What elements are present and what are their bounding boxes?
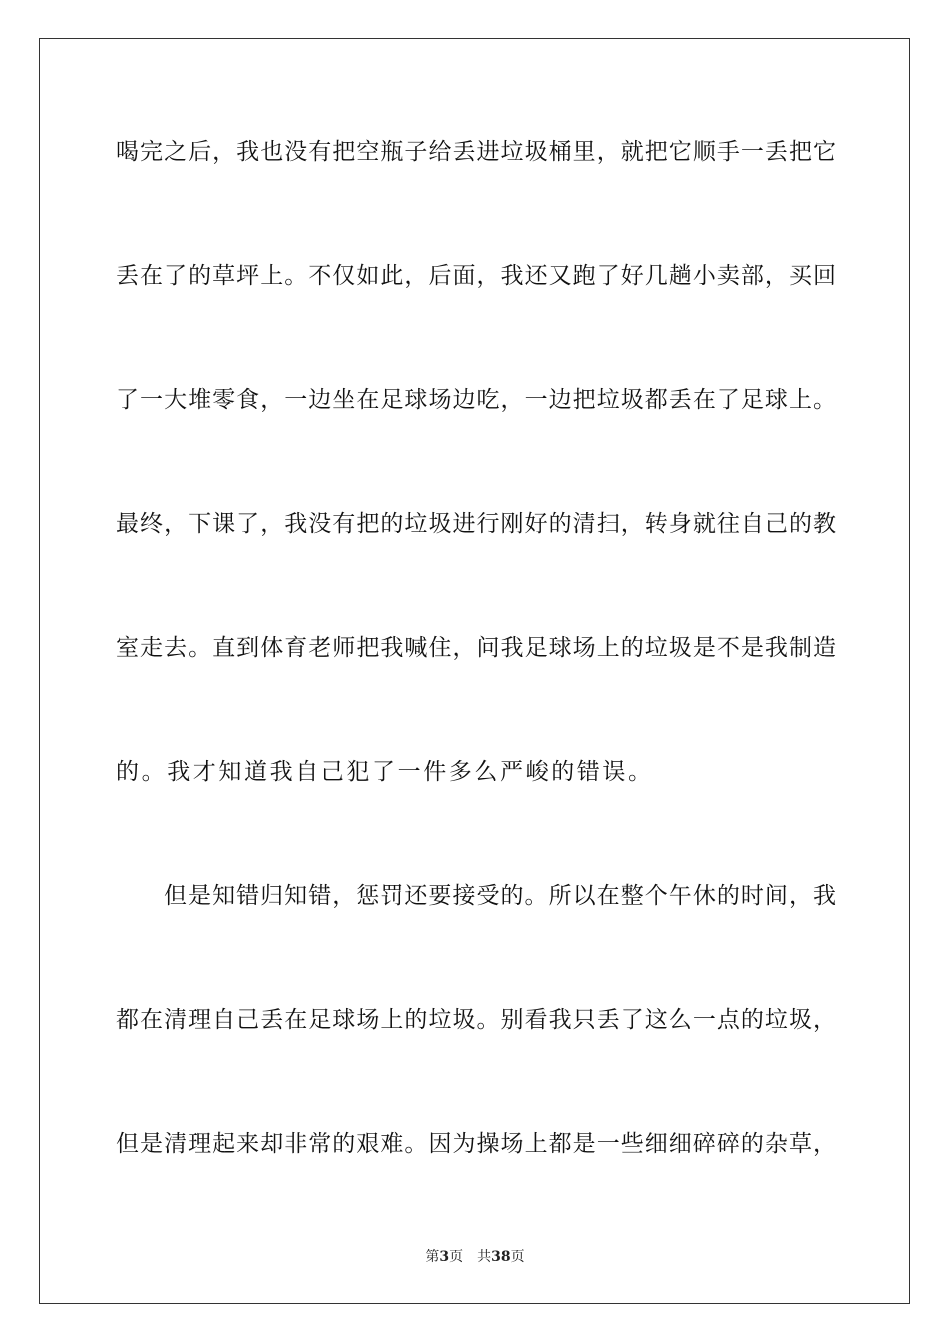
text-line-5: 室走去。直到体育老师把我喊住，问我足球场上的垃圾是不是我制造 — [116, 635, 836, 661]
total-pages: 38 — [491, 1249, 511, 1265]
page-footer — [0, 1246, 950, 1266]
text-line-2: 丢在了的草坪上。不仅如此，后面，我还又跑了好几趟小卖部，买回 — [116, 263, 836, 289]
text-line-9: 但是清理起来却非常的艰难。因为操场上都是一些细细碎碎的杂草， — [116, 1131, 836, 1157]
total-suffix: 页 — [510, 1249, 525, 1265]
text-line-7: 但是知错归知错，惩罚还要接受的。所以在整个午休的时间，我 — [164, 883, 836, 909]
text-line-1: 喝完之后，我也没有把空瓶子给丢进垃圾桶里，就把它顺手一丢把它 — [116, 139, 836, 165]
total-prefix: 共 — [477, 1249, 492, 1265]
text-line-4: 最终，下课了，我没有把的垃圾进行刚好的清扫，转身就往自己的教 — [116, 511, 836, 537]
page-number: 3 — [439, 1249, 450, 1265]
page-prefix: 第 — [425, 1249, 440, 1265]
document-body — [116, 130, 836, 1166]
text-line-8: 都在清理自己丢在足球场上的垃圾。别看我只丢了这么一点的垃圾， — [116, 1007, 836, 1033]
text-line-6: 的。我才知道我自己犯了一件多么严峻的错误。 — [116, 759, 654, 785]
text-line-3: 了一大堆零食，一边坐在足球场边吃，一边把垃圾都丢在了足球上。 — [116, 387, 836, 413]
page-suffix: 页 — [449, 1249, 464, 1265]
